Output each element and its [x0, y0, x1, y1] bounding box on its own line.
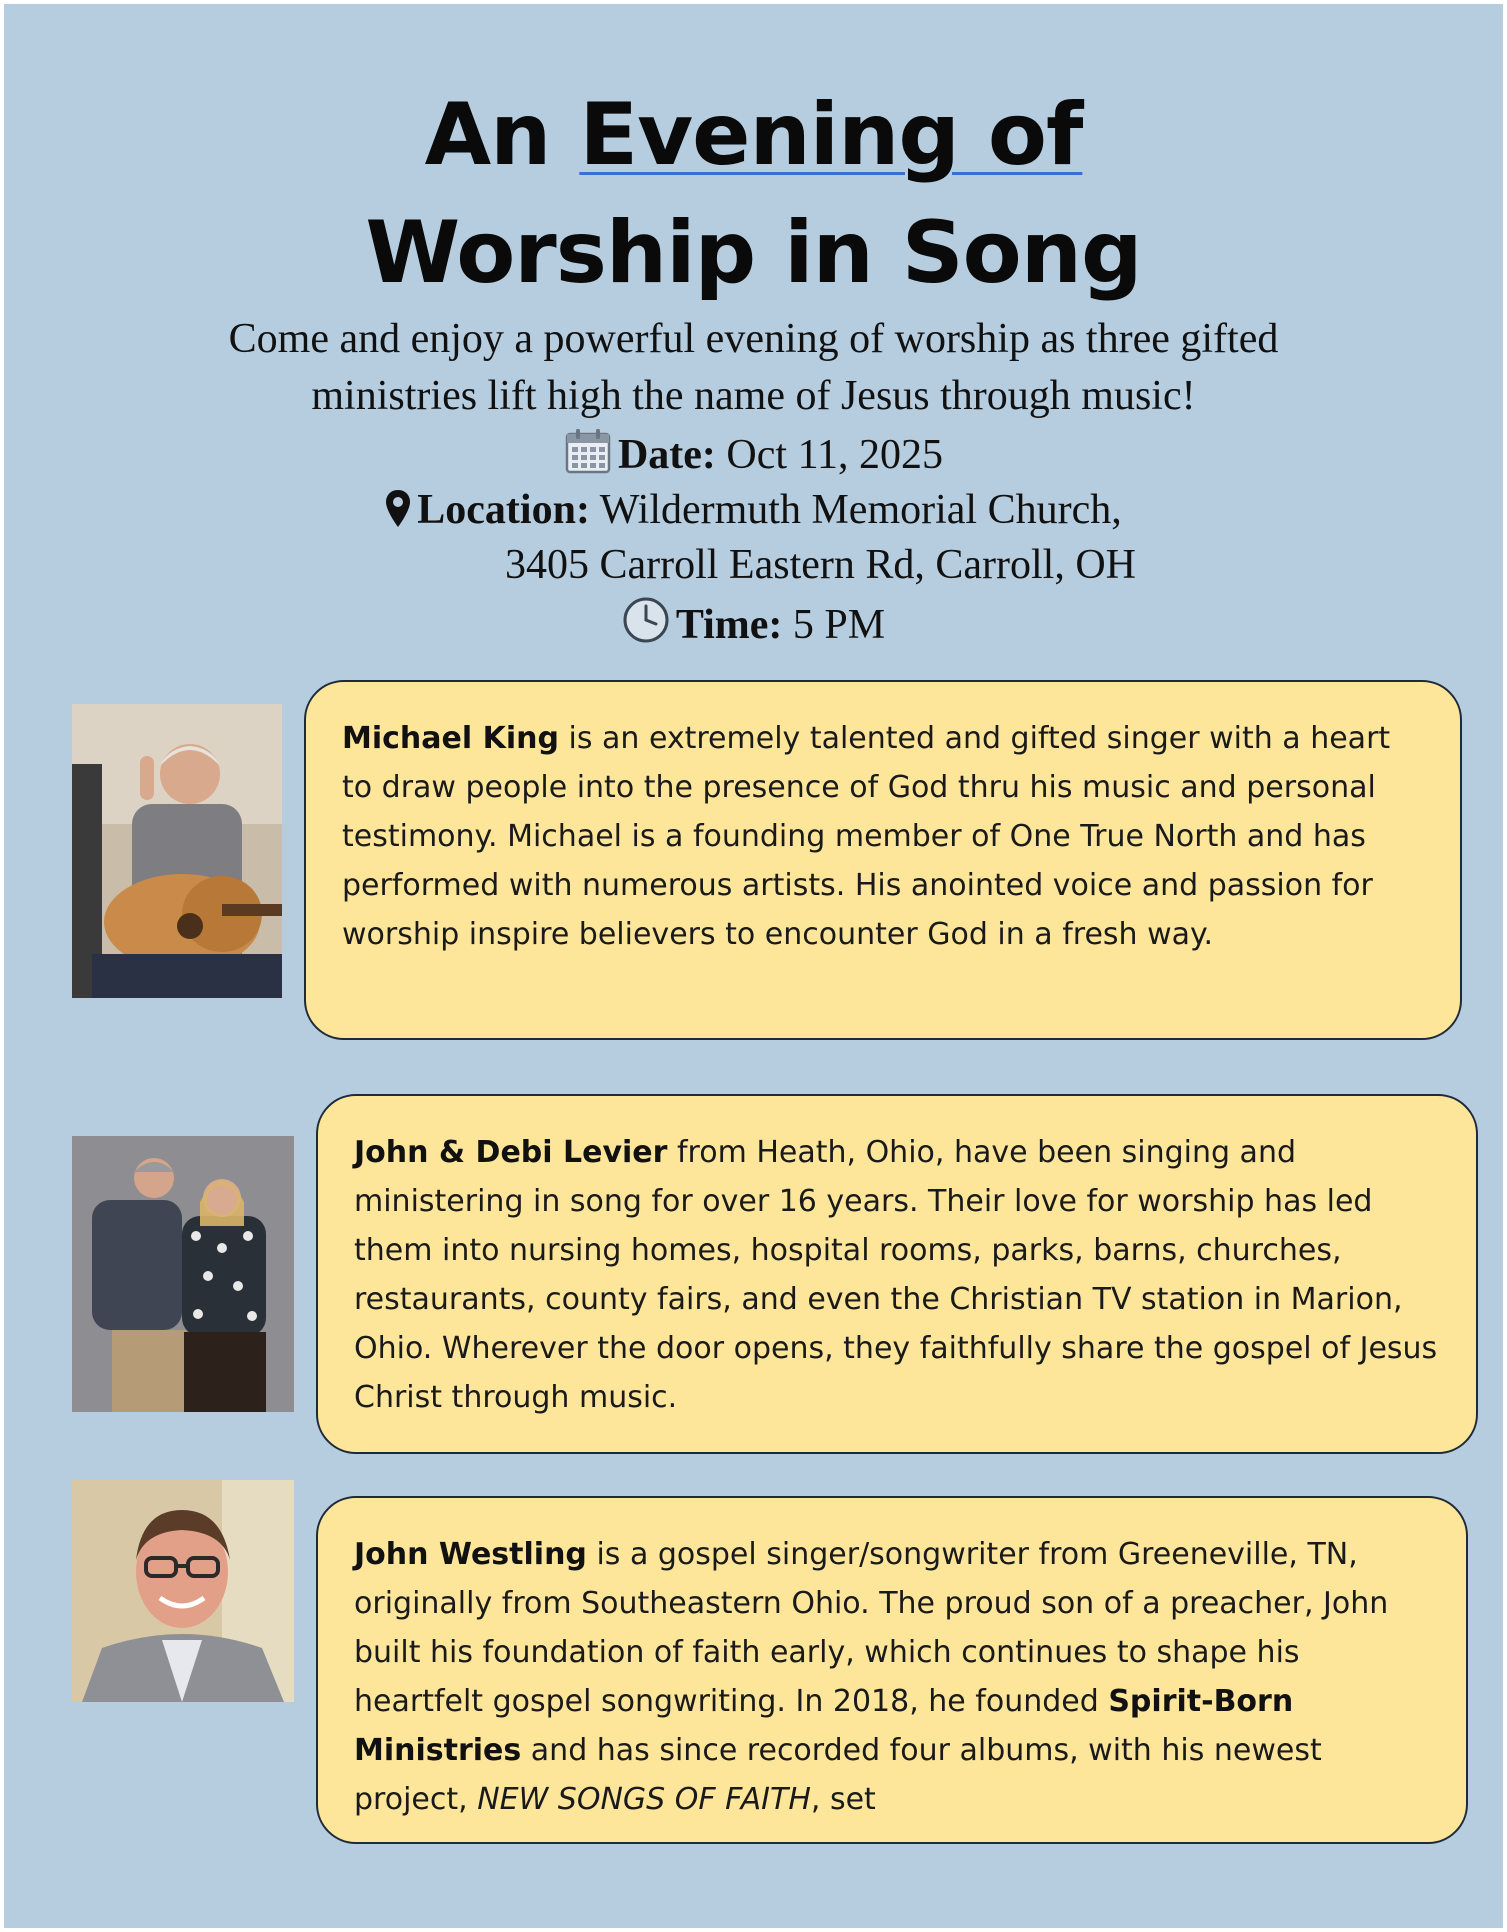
- date-value: Oct 11, 2025: [726, 432, 944, 478]
- flyer-page: [4, 4, 1503, 1928]
- levier-photo: [72, 1136, 294, 1412]
- time-row: [4, 596, 1503, 655]
- clock-icon: [622, 596, 670, 655]
- performer-bio-part-1: is a gospel singer/songwriter from Greeneville, TN, originally from Southeastern Ohio. The proud son of a preacher, John built his foundation of faith early, which continues to shape his heartfelt gospel songwriting. In 2018, he founded: [354, 1537, 1389, 1719]
- michael-king-bio: [342, 714, 1424, 959]
- john-westling-card: [316, 1496, 1468, 1844]
- ministry-name: Spirit-Born Ministries: [354, 1684, 1294, 1768]
- performer-bio-part-3: , set: [810, 1782, 876, 1817]
- location-value: Wildermuth Memorial Church,: [599, 487, 1122, 533]
- time-value: 5 PM: [792, 602, 886, 648]
- michael-king-card: [304, 680, 1462, 1040]
- levier-card: [316, 1094, 1478, 1454]
- location-label: Location:: [417, 487, 590, 533]
- map-pin-icon: [385, 489, 411, 540]
- performer-bio: is an extremely talented and gifted singer with a heart to draw people into the presence of God thru his music and personal testimony. Michael is a founding member of One True North and has performed with numerous artists. His anointed voice and passion for worship inspire believers to encounter God in a fresh way.: [342, 721, 1391, 952]
- intro-line-2: ministries lift high the name of Jesus through music!: [311, 373, 1196, 419]
- john-westling-bio: [354, 1530, 1430, 1824]
- title-line-1: [4, 85, 1503, 185]
- time-label: Time:: [675, 602, 783, 648]
- intro-line-1: Come and enjoy a powerful evening of worship as three gifted: [228, 316, 1279, 362]
- performer-bio: from Heath, Ohio, have been singing and ministering in song for over 16 years. Their love for worship has led them into nursing homes, hospital rooms, parks, barns, churches, restaurants, county fairs, and even the Christian TV station in Marion, Ohio. Wherever the door opens, they faithfully share the gospel of Jesus Christ through music.: [354, 1135, 1438, 1415]
- title-line-2: Worship in Song: [365, 203, 1142, 303]
- calendar-icon: [564, 428, 612, 485]
- john-westling-photo: [72, 1480, 294, 1702]
- levier-bio: [354, 1128, 1440, 1422]
- location-row: [4, 486, 1503, 540]
- album-title: NEW SONGS OF FAITH: [477, 1782, 811, 1817]
- address-line: [4, 541, 1503, 589]
- title-word-an: An: [424, 85, 580, 185]
- date-label: Date:: [617, 432, 716, 478]
- performer-name: Michael King: [342, 721, 559, 756]
- address-value: 3405 Carroll Eastern Rd, Carroll, OH: [504, 542, 1137, 588]
- michael-king-photo: [72, 704, 282, 998]
- performer-name: John Westling: [354, 1537, 587, 1572]
- performer-name: John & Debi Levier: [354, 1135, 668, 1170]
- performer-bio-part-2: and has since recorded four albums, with his newest project,: [354, 1733, 1322, 1817]
- date-row: [4, 428, 1503, 485]
- title-underlined-words: Evening of: [579, 85, 1083, 185]
